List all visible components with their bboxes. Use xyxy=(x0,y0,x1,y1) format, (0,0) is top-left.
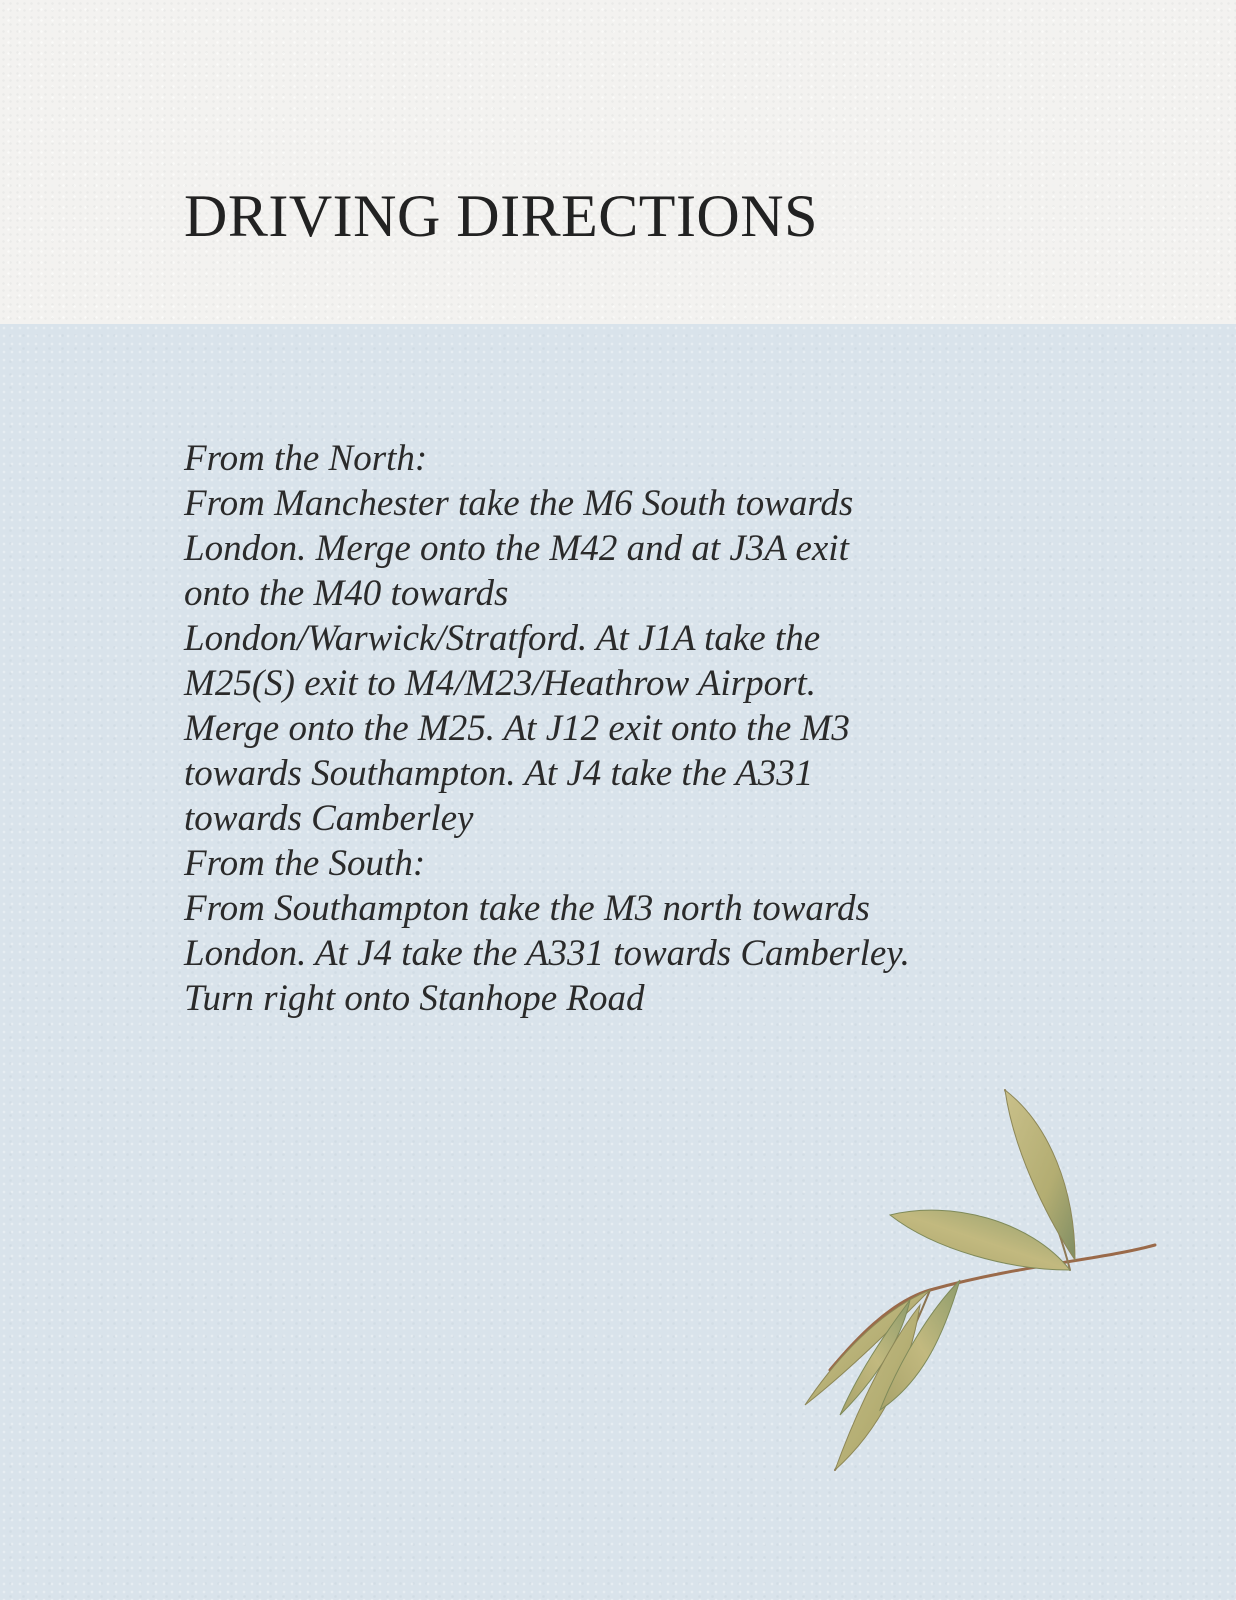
south-heading: From the South: xyxy=(184,843,426,884)
page-title: DRIVING DIRECTIONS xyxy=(184,183,818,249)
north-heading: From the North: xyxy=(184,438,428,479)
north-directions: From Manchester take the M6 South towards London. Merge onto the M42 and at J3A exit onto the M40 towards London/Warwick/Stratford. At J1A take the M25(S) exit to M4/M23/Heathrow Airport. Merge onto the M25. At J12 exit onto the M3 towards Southampton. At J4 take the A331 towards Camberley xyxy=(184,483,854,839)
south-directions: From Southampton take the M3 north towards London. At J4 take the A331 towards Camberley. Turn right onto Stanhope Road xyxy=(184,888,910,1019)
olive-branch-icon xyxy=(760,1080,1180,1500)
header-band xyxy=(0,0,1236,324)
directions-text xyxy=(184,436,984,1021)
